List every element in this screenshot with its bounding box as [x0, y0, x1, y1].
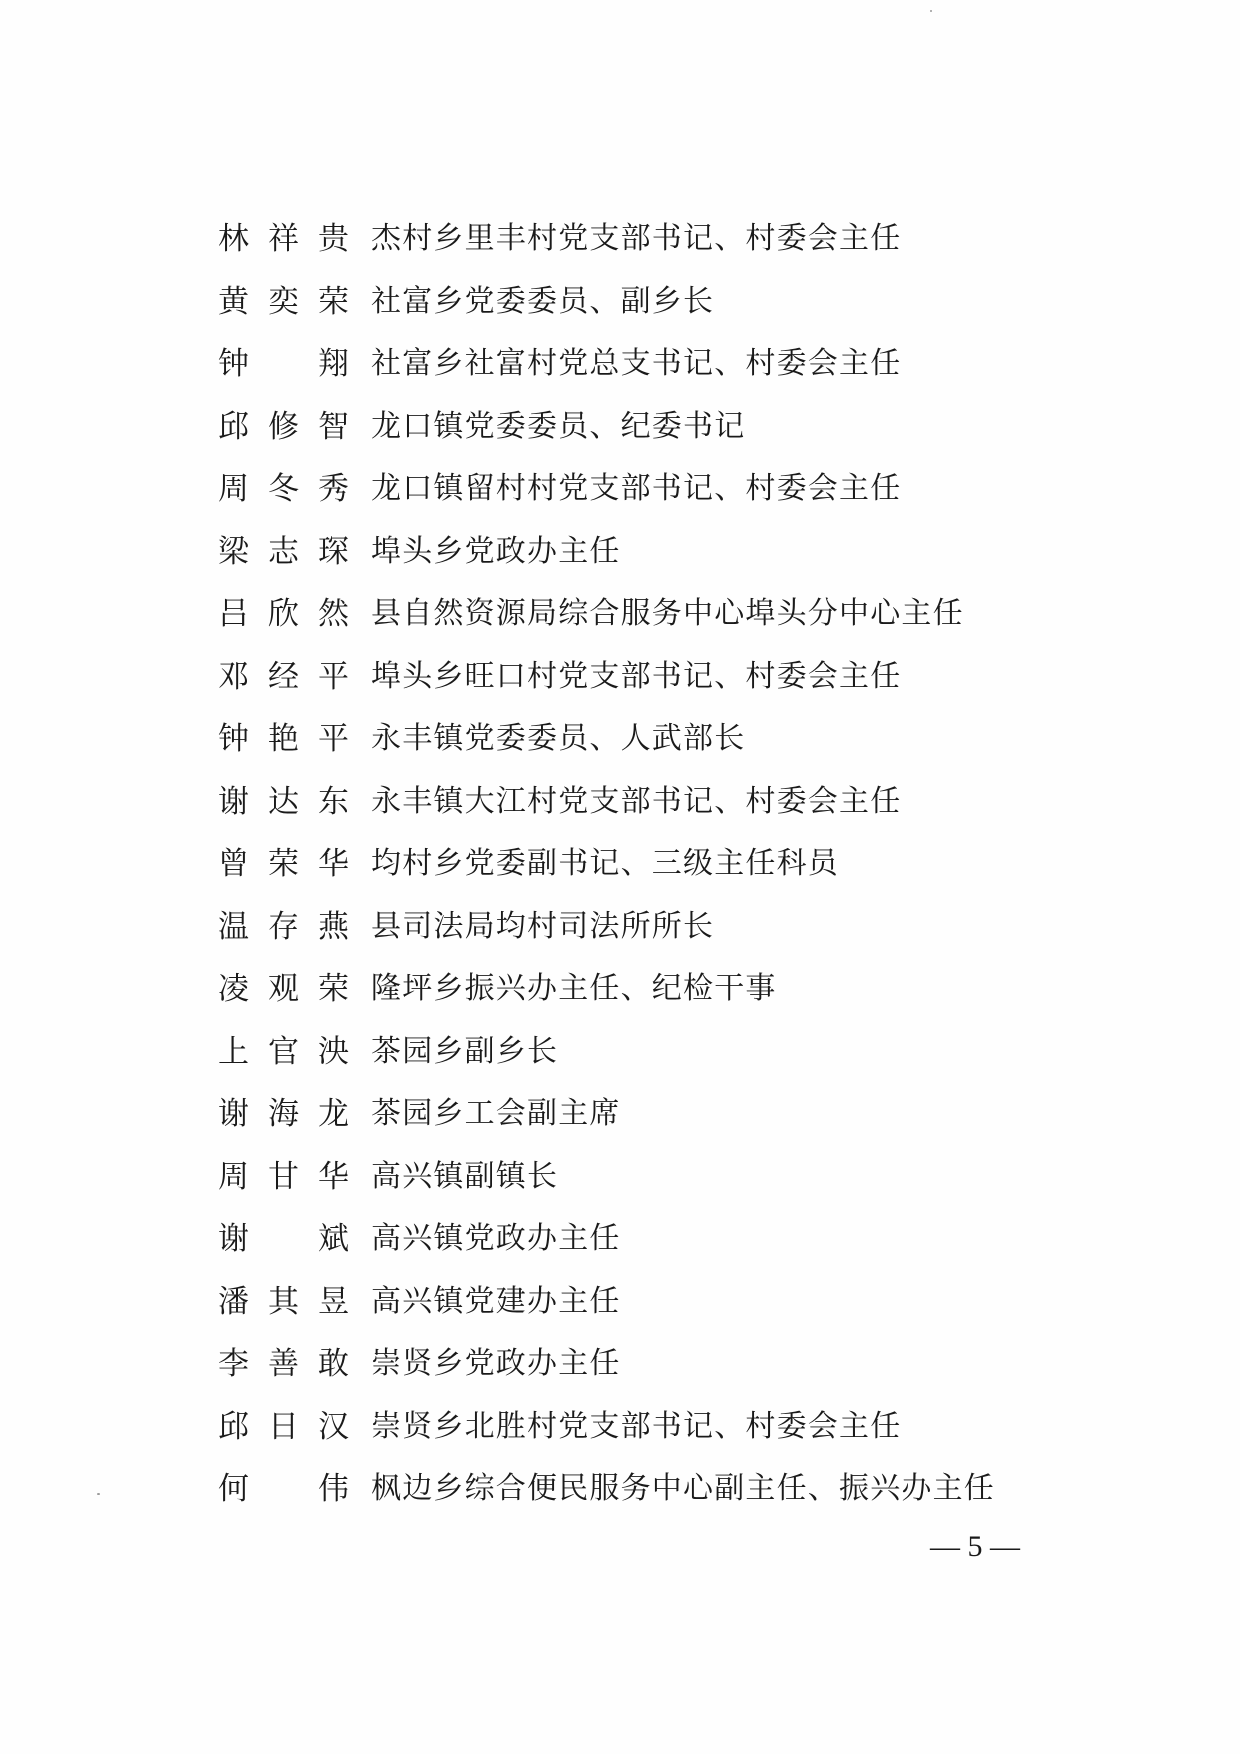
scan-speck	[97, 1493, 100, 1495]
person-title: 茶园乡副乡长	[371, 1033, 559, 1069]
list-item	[218, 958, 1078, 1021]
list-item	[218, 396, 1078, 459]
person-name: 谢海龙	[218, 1096, 350, 1133]
person-name: 温存燕	[218, 908, 350, 945]
list-item	[218, 896, 1078, 959]
person-name: 谢斌	[218, 1221, 350, 1258]
person-title: 高兴镇党政办主任	[371, 1221, 621, 1257]
list-item	[218, 1458, 1078, 1521]
list-item	[218, 1396, 1078, 1459]
person-title: 社富乡社富村党总支书记、村委会主任	[371, 346, 902, 382]
list-item	[218, 1333, 1078, 1396]
page-number: — 5 —	[930, 1530, 1020, 1563]
person-name: 钟艳平	[218, 721, 350, 758]
person-name: 邱日汉	[218, 1408, 350, 1445]
person-name: 邱修智	[218, 408, 350, 445]
list-item	[218, 708, 1078, 771]
person-title: 隆坪乡振兴办主任、纪检干事	[371, 971, 777, 1007]
list-item	[218, 1146, 1078, 1209]
person-title: 社富乡党委委员、副乡长	[371, 283, 715, 319]
person-title: 茶园乡工会副主席	[371, 1096, 621, 1132]
list-item	[218, 1021, 1078, 1084]
list-item	[218, 271, 1078, 334]
scan-speck	[930, 10, 932, 12]
person-name: 上官泱	[218, 1033, 350, 1070]
name-list	[218, 208, 1078, 1521]
person-title: 均村乡党委副书记、三级主任科员	[371, 846, 839, 882]
person-title: 埠头乡旺口村党支部书记、村委会主任	[371, 658, 902, 694]
list-item	[218, 521, 1078, 584]
person-title: 县司法局均村司法所所长	[371, 908, 715, 944]
person-title: 龙口镇留村村党支部书记、村委会主任	[371, 471, 902, 507]
person-name: 潘其昱	[218, 1283, 350, 1320]
person-title: 高兴镇党建办主任	[371, 1283, 621, 1319]
person-title: 崇贤乡党政办主任	[371, 1346, 621, 1382]
person-name: 凌观荣	[218, 971, 350, 1008]
person-title: 高兴镇副镇长	[371, 1158, 559, 1194]
list-item	[218, 208, 1078, 271]
person-name: 黄奕荣	[218, 283, 350, 320]
list-item	[218, 1083, 1078, 1146]
person-title: 崇贤乡北胜村党支部书记、村委会主任	[371, 1408, 902, 1444]
person-title: 永丰镇大江村党支部书记、村委会主任	[371, 783, 902, 819]
list-item	[218, 583, 1078, 646]
person-title: 永丰镇党委委员、人武部长	[371, 721, 746, 757]
person-name: 谢达东	[218, 783, 350, 820]
person-name: 邓经平	[218, 658, 350, 695]
person-name: 何伟	[218, 1471, 350, 1508]
person-name: 周甘华	[218, 1158, 350, 1195]
list-item	[218, 646, 1078, 709]
person-name: 周冬秀	[218, 471, 350, 508]
person-name: 吕欣然	[218, 596, 350, 633]
person-title: 杰村乡里丰村党支部书记、村委会主任	[371, 221, 902, 257]
person-name: 钟翔	[218, 346, 350, 383]
person-title: 龙口镇党委委员、纪委书记	[371, 408, 746, 444]
person-title: 埠头乡党政办主任	[371, 533, 621, 569]
person-name: 李善敢	[218, 1346, 350, 1383]
person-title: 枫边乡综合便民服务中心副主任、振兴办主任	[371, 1471, 995, 1507]
person-name: 梁志琛	[218, 533, 350, 570]
list-item	[218, 1271, 1078, 1334]
person-name: 林祥贵	[218, 221, 350, 258]
list-item	[218, 333, 1078, 396]
list-item	[218, 771, 1078, 834]
list-item	[218, 1208, 1078, 1271]
list-item	[218, 458, 1078, 521]
person-title: 县自然资源局综合服务中心埠头分中心主任	[371, 596, 964, 632]
person-name: 曾荣华	[218, 846, 350, 883]
list-item	[218, 833, 1078, 896]
